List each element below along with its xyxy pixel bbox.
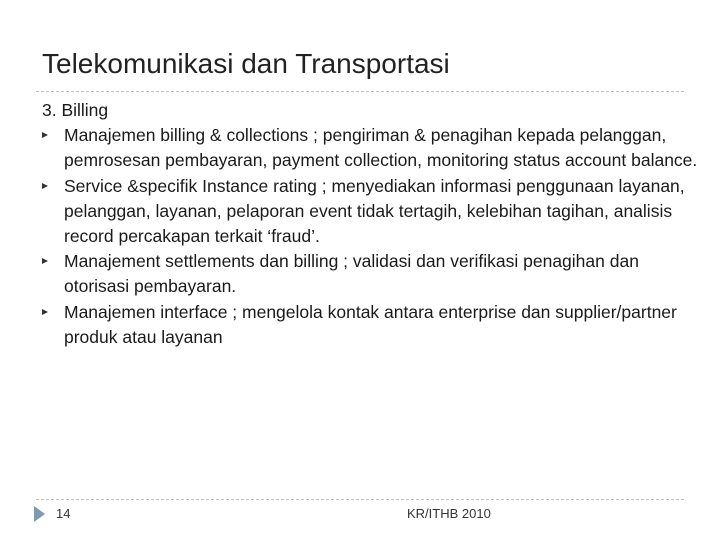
bullet-item <box>42 174 702 250</box>
bullet-text: Service &specifik Instance rating ; menyediakan informasi penggunaan layanan, pelanggan, layanan, pelaporan event tidak tertagih, kelebihan tagihan, analisis record percakapan terkait ‘fraud’. <box>64 175 685 247</box>
bullet-text: Manajemen interface ; mengelola kontak antara enterprise dan supplier/partner produk atau layanan <box>64 301 677 347</box>
bullet-list <box>42 123 702 350</box>
bullet-item <box>42 123 702 173</box>
page-number: 14 <box>56 506 71 521</box>
footer-arrow-icon <box>34 506 45 522</box>
slide-title: Telekomunikasi dan Transportasi <box>42 48 450 79</box>
footer-text: KR/ITHB 2010 <box>407 506 491 521</box>
bullet-text: Manajemen billing & collections ; pengiriman & penagihan kepada pelanggan, pemrosesan pembayaran, payment collection, monitoring status account balance. <box>64 125 698 171</box>
slide-body <box>42 98 702 350</box>
section-label: 3. Billing <box>42 100 109 120</box>
title-divider <box>36 91 684 92</box>
bullet-item <box>42 249 702 299</box>
bullet-item <box>42 300 702 350</box>
bullet-text: Manajement settlements dan billing ; validasi dan verifikasi penagihan dan otorisasi pembayaran. <box>64 251 639 297</box>
bullet-triangle-icon <box>42 183 49 190</box>
footer-divider <box>36 499 684 500</box>
bullet-triangle-icon <box>42 258 49 265</box>
bullet-triangle-icon <box>42 309 49 316</box>
bullet-triangle-icon <box>42 132 49 139</box>
